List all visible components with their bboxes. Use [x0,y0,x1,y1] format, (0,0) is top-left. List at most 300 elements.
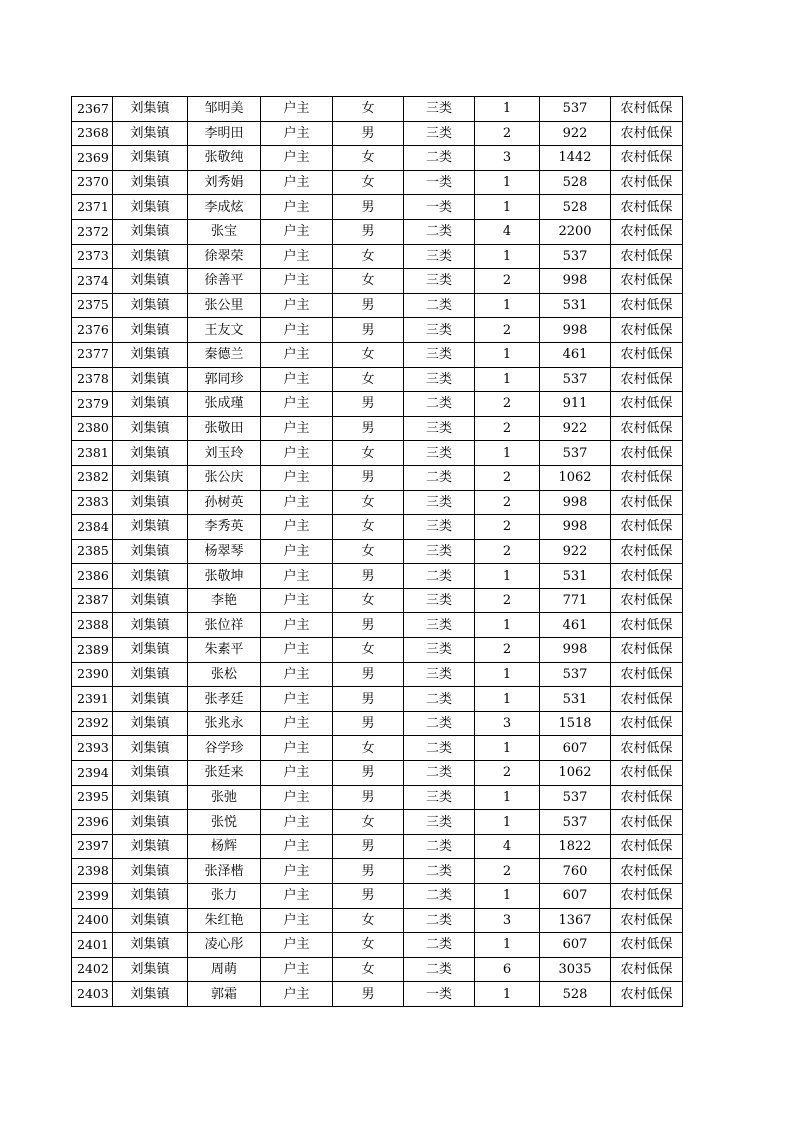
assistance-type-cell: 农村低保 [611,810,683,835]
town-cell: 刘集镇 [113,613,188,638]
table-row [72,146,683,171]
name-cell: 张成瑾 [188,392,261,417]
assistance-type-cell: 农村低保 [611,687,683,712]
category-cell: 二类 [404,933,475,958]
gender-cell: 男 [333,465,404,490]
category-cell: 二类 [404,859,475,884]
name-cell: 朱素平 [188,638,261,663]
town-cell: 刘集镇 [113,564,188,589]
town-cell: 刘集镇 [113,146,188,171]
town-cell: 刘集镇 [113,121,188,146]
table-row [72,613,683,638]
town-cell: 刘集镇 [113,465,188,490]
serial-number-cell: 2389 [72,638,113,663]
household-size-cell: 2 [475,121,540,146]
category-cell: 三类 [404,539,475,564]
serial-number-cell: 2381 [72,441,113,466]
gender-cell: 女 [333,146,404,171]
assistance-type-cell: 农村低保 [611,588,683,613]
table-row [72,97,683,122]
gender-cell: 男 [333,564,404,589]
assistance-type-cell: 农村低保 [611,367,683,392]
amount-cell: 537 [540,244,611,269]
serial-number-cell: 2382 [72,465,113,490]
gender-cell: 男 [333,392,404,417]
household-size-cell: 3 [475,711,540,736]
assistance-type-cell: 农村低保 [611,736,683,761]
household-size-cell: 4 [475,219,540,244]
category-cell: 三类 [404,367,475,392]
name-cell: 李秀英 [188,515,261,540]
town-cell: 刘集镇 [113,687,188,712]
table-row [72,662,683,687]
amount-cell: 1518 [540,711,611,736]
household-size-cell: 1 [475,687,540,712]
gender-cell: 男 [333,884,404,909]
town-cell: 刘集镇 [113,834,188,859]
serial-number-cell: 2378 [72,367,113,392]
name-cell: 张敬纯 [188,146,261,171]
assistance-type-cell: 农村低保 [611,219,683,244]
amount-cell: 461 [540,613,611,638]
assistance-type-cell: 农村低保 [611,416,683,441]
category-cell: 二类 [404,711,475,736]
household-size-cell: 1 [475,810,540,835]
assistance-type-cell: 农村低保 [611,761,683,786]
assistance-type-cell: 农村低保 [611,146,683,171]
household-size-cell: 2 [475,392,540,417]
amount-cell: 531 [540,687,611,712]
town-cell: 刘集镇 [113,957,188,982]
category-cell: 三类 [404,588,475,613]
gender-cell: 女 [333,441,404,466]
table-row [72,687,683,712]
serial-number-cell: 2394 [72,761,113,786]
gender-cell: 女 [333,736,404,761]
category-cell: 三类 [404,515,475,540]
table-row [72,367,683,392]
household-size-cell: 1 [475,195,540,220]
household-size-cell: 1 [475,785,540,810]
name-cell: 张悦 [188,810,261,835]
household-size-cell: 3 [475,146,540,171]
assistance-type-cell: 农村低保 [611,908,683,933]
serial-number-cell: 2401 [72,933,113,958]
household-size-cell: 2 [475,490,540,515]
category-cell: 二类 [404,834,475,859]
relation-cell: 户主 [261,564,333,589]
amount-cell: 537 [540,662,611,687]
serial-number-cell: 2393 [72,736,113,761]
household-size-cell: 2 [475,416,540,441]
assistance-type-cell: 农村低保 [611,392,683,417]
category-cell: 二类 [404,293,475,318]
name-cell: 张宝 [188,219,261,244]
relation-cell: 户主 [261,219,333,244]
gender-cell: 女 [333,244,404,269]
town-cell: 刘集镇 [113,416,188,441]
assistance-type-cell: 农村低保 [611,441,683,466]
table-row [72,588,683,613]
relation-cell: 户主 [261,662,333,687]
table-row [72,219,683,244]
name-cell: 徐善平 [188,269,261,294]
table-row [72,736,683,761]
household-size-cell: 1 [475,441,540,466]
household-size-cell: 2 [475,465,540,490]
serial-number-cell: 2396 [72,810,113,835]
name-cell: 朱红艳 [188,908,261,933]
town-cell: 刘集镇 [113,662,188,687]
gender-cell: 女 [333,933,404,958]
name-cell: 李明田 [188,121,261,146]
category-cell: 三类 [404,121,475,146]
assistance-type-cell: 农村低保 [611,834,683,859]
category-cell: 三类 [404,613,475,638]
serial-number-cell: 2384 [72,515,113,540]
amount-cell: 537 [540,367,611,392]
roster-body [72,97,683,1007]
gender-cell: 女 [333,638,404,663]
category-cell: 一类 [404,982,475,1007]
table-row [72,908,683,933]
amount-cell: 461 [540,342,611,367]
relation-cell: 户主 [261,269,333,294]
serial-number-cell: 2374 [72,269,113,294]
serial-number-cell: 2400 [72,908,113,933]
serial-number-cell: 2399 [72,884,113,909]
town-cell: 刘集镇 [113,982,188,1007]
table-row [72,539,683,564]
relation-cell: 户主 [261,97,333,122]
gender-cell: 男 [333,613,404,638]
gender-cell: 女 [333,810,404,835]
town-cell: 刘集镇 [113,244,188,269]
assistance-type-cell: 农村低保 [611,195,683,220]
serial-number-cell: 2390 [72,662,113,687]
household-size-cell: 3 [475,908,540,933]
serial-number-cell: 2376 [72,318,113,343]
household-size-cell: 4 [475,834,540,859]
relation-cell: 户主 [261,318,333,343]
town-cell: 刘集镇 [113,588,188,613]
assistance-type-cell: 农村低保 [611,342,683,367]
name-cell: 刘秀娟 [188,170,261,195]
table-row [72,465,683,490]
serial-number-cell: 2392 [72,711,113,736]
gender-cell: 男 [333,859,404,884]
amount-cell: 528 [540,982,611,1007]
amount-cell: 531 [540,564,611,589]
name-cell: 张弛 [188,785,261,810]
assistance-type-cell: 农村低保 [611,539,683,564]
table-row [72,638,683,663]
serial-number-cell: 2375 [72,293,113,318]
town-cell: 刘集镇 [113,269,188,294]
serial-number-cell: 2397 [72,834,113,859]
serial-number-cell: 2402 [72,957,113,982]
name-cell: 张泽楷 [188,859,261,884]
category-cell: 二类 [404,736,475,761]
relation-cell: 户主 [261,711,333,736]
serial-number-cell: 2373 [72,244,113,269]
relation-cell: 户主 [261,859,333,884]
relation-cell: 户主 [261,342,333,367]
town-cell: 刘集镇 [113,367,188,392]
household-size-cell: 2 [475,761,540,786]
relation-cell: 户主 [261,687,333,712]
gender-cell: 男 [333,834,404,859]
table-row [72,810,683,835]
assistance-type-cell: 农村低保 [611,711,683,736]
household-size-cell: 1 [475,97,540,122]
assistance-type-cell: 农村低保 [611,293,683,318]
name-cell: 张孝廷 [188,687,261,712]
relation-cell: 户主 [261,146,333,171]
table-row [72,957,683,982]
category-cell: 二类 [404,687,475,712]
assistance-type-cell: 农村低保 [611,884,683,909]
gender-cell: 女 [333,539,404,564]
assistance-type-cell: 农村低保 [611,613,683,638]
table-row [72,711,683,736]
amount-cell: 1367 [540,908,611,933]
amount-cell: 1062 [540,465,611,490]
roster-sheet [71,96,683,1007]
amount-cell: 537 [540,97,611,122]
category-cell: 三类 [404,416,475,441]
serial-number-cell: 2368 [72,121,113,146]
town-cell: 刘集镇 [113,785,188,810]
town-cell: 刘集镇 [113,638,188,663]
table-row [72,121,683,146]
amount-cell: 998 [540,515,611,540]
amount-cell: 528 [540,195,611,220]
relation-cell: 户主 [261,195,333,220]
category-cell: 三类 [404,342,475,367]
town-cell: 刘集镇 [113,736,188,761]
table-row [72,441,683,466]
name-cell: 杨翠琴 [188,539,261,564]
amount-cell: 998 [540,318,611,343]
table-row [72,342,683,367]
serial-number-cell: 2386 [72,564,113,589]
category-cell: 三类 [404,810,475,835]
roster-table [71,96,683,1007]
name-cell: 刘玉玲 [188,441,261,466]
gender-cell: 男 [333,662,404,687]
name-cell: 杨辉 [188,834,261,859]
gender-cell: 女 [333,490,404,515]
gender-cell: 女 [333,957,404,982]
household-size-cell: 1 [475,367,540,392]
relation-cell: 户主 [261,638,333,663]
gender-cell: 女 [333,170,404,195]
amount-cell: 607 [540,736,611,761]
category-cell: 二类 [404,761,475,786]
relation-cell: 户主 [261,416,333,441]
category-cell: 二类 [404,219,475,244]
relation-cell: 户主 [261,588,333,613]
serial-number-cell: 2383 [72,490,113,515]
amount-cell: 607 [540,884,611,909]
amount-cell: 537 [540,441,611,466]
amount-cell: 922 [540,121,611,146]
assistance-type-cell: 农村低保 [611,515,683,540]
gender-cell: 男 [333,982,404,1007]
category-cell: 二类 [404,957,475,982]
table-row [72,982,683,1007]
town-cell: 刘集镇 [113,711,188,736]
name-cell: 张位祥 [188,613,261,638]
household-size-cell: 1 [475,244,540,269]
name-cell: 孙树英 [188,490,261,515]
assistance-type-cell: 农村低保 [611,662,683,687]
relation-cell: 户主 [261,908,333,933]
amount-cell: 922 [540,539,611,564]
relation-cell: 户主 [261,834,333,859]
table-row [72,269,683,294]
relation-cell: 户主 [261,810,333,835]
serial-number-cell: 2367 [72,97,113,122]
name-cell: 邹明美 [188,97,261,122]
serial-number-cell: 2398 [72,859,113,884]
assistance-type-cell: 农村低保 [611,638,683,663]
category-cell: 三类 [404,490,475,515]
gender-cell: 女 [333,588,404,613]
town-cell: 刘集镇 [113,219,188,244]
assistance-type-cell: 农村低保 [611,244,683,269]
household-size-cell: 1 [475,884,540,909]
name-cell: 李成炫 [188,195,261,220]
amount-cell: 537 [540,810,611,835]
category-cell: 三类 [404,662,475,687]
assistance-type-cell: 农村低保 [611,957,683,982]
name-cell: 谷学珍 [188,736,261,761]
serial-number-cell: 2387 [72,588,113,613]
table-row [72,515,683,540]
relation-cell: 户主 [261,539,333,564]
town-cell: 刘集镇 [113,859,188,884]
relation-cell: 户主 [261,490,333,515]
amount-cell: 2200 [540,219,611,244]
gender-cell: 女 [333,342,404,367]
table-row [72,318,683,343]
serial-number-cell: 2391 [72,687,113,712]
assistance-type-cell: 农村低保 [611,318,683,343]
town-cell: 刘集镇 [113,933,188,958]
name-cell: 张廷来 [188,761,261,786]
amount-cell: 998 [540,638,611,663]
household-size-cell: 1 [475,982,540,1007]
relation-cell: 户主 [261,736,333,761]
category-cell: 二类 [404,146,475,171]
relation-cell: 户主 [261,441,333,466]
relation-cell: 户主 [261,465,333,490]
category-cell: 二类 [404,564,475,589]
town-cell: 刘集镇 [113,539,188,564]
household-size-cell: 2 [475,638,540,663]
gender-cell: 男 [333,785,404,810]
household-size-cell: 1 [475,564,540,589]
table-row [72,859,683,884]
household-size-cell: 2 [475,515,540,540]
amount-cell: 607 [540,933,611,958]
category-cell: 三类 [404,441,475,466]
assistance-type-cell: 农村低保 [611,269,683,294]
relation-cell: 户主 [261,785,333,810]
name-cell: 张敬田 [188,416,261,441]
name-cell: 李艳 [188,588,261,613]
town-cell: 刘集镇 [113,810,188,835]
gender-cell: 男 [333,195,404,220]
gender-cell: 男 [333,293,404,318]
gender-cell: 男 [333,219,404,244]
town-cell: 刘集镇 [113,441,188,466]
table-row [72,834,683,859]
name-cell: 张兆永 [188,711,261,736]
name-cell: 凌心彤 [188,933,261,958]
relation-cell: 户主 [261,761,333,786]
town-cell: 刘集镇 [113,97,188,122]
amount-cell: 911 [540,392,611,417]
name-cell: 徐翠荣 [188,244,261,269]
gender-cell: 男 [333,121,404,146]
amount-cell: 537 [540,785,611,810]
name-cell: 张公庆 [188,465,261,490]
category-cell: 三类 [404,318,475,343]
household-size-cell: 1 [475,342,540,367]
household-size-cell: 2 [475,269,540,294]
amount-cell: 760 [540,859,611,884]
amount-cell: 998 [540,490,611,515]
name-cell: 张公里 [188,293,261,318]
town-cell: 刘集镇 [113,490,188,515]
household-size-cell: 6 [475,957,540,982]
relation-cell: 户主 [261,121,333,146]
assistance-type-cell: 农村低保 [611,785,683,810]
town-cell: 刘集镇 [113,884,188,909]
amount-cell: 922 [540,416,611,441]
category-cell: 三类 [404,785,475,810]
gender-cell: 男 [333,711,404,736]
gender-cell: 女 [333,97,404,122]
name-cell: 郭霜 [188,982,261,1007]
table-row [72,195,683,220]
relation-cell: 户主 [261,392,333,417]
name-cell: 秦德兰 [188,342,261,367]
relation-cell: 户主 [261,170,333,195]
table-row [72,392,683,417]
category-cell: 二类 [404,392,475,417]
serial-number-cell: 2388 [72,613,113,638]
gender-cell: 女 [333,908,404,933]
name-cell: 张敬坤 [188,564,261,589]
assistance-type-cell: 农村低保 [611,982,683,1007]
category-cell: 二类 [404,884,475,909]
town-cell: 刘集镇 [113,908,188,933]
amount-cell: 998 [540,269,611,294]
name-cell: 王友文 [188,318,261,343]
serial-number-cell: 2379 [72,392,113,417]
assistance-type-cell: 农村低保 [611,465,683,490]
table-row [72,933,683,958]
table-row [72,490,683,515]
household-size-cell: 2 [475,318,540,343]
table-row [72,761,683,786]
town-cell: 刘集镇 [113,761,188,786]
table-row [72,884,683,909]
